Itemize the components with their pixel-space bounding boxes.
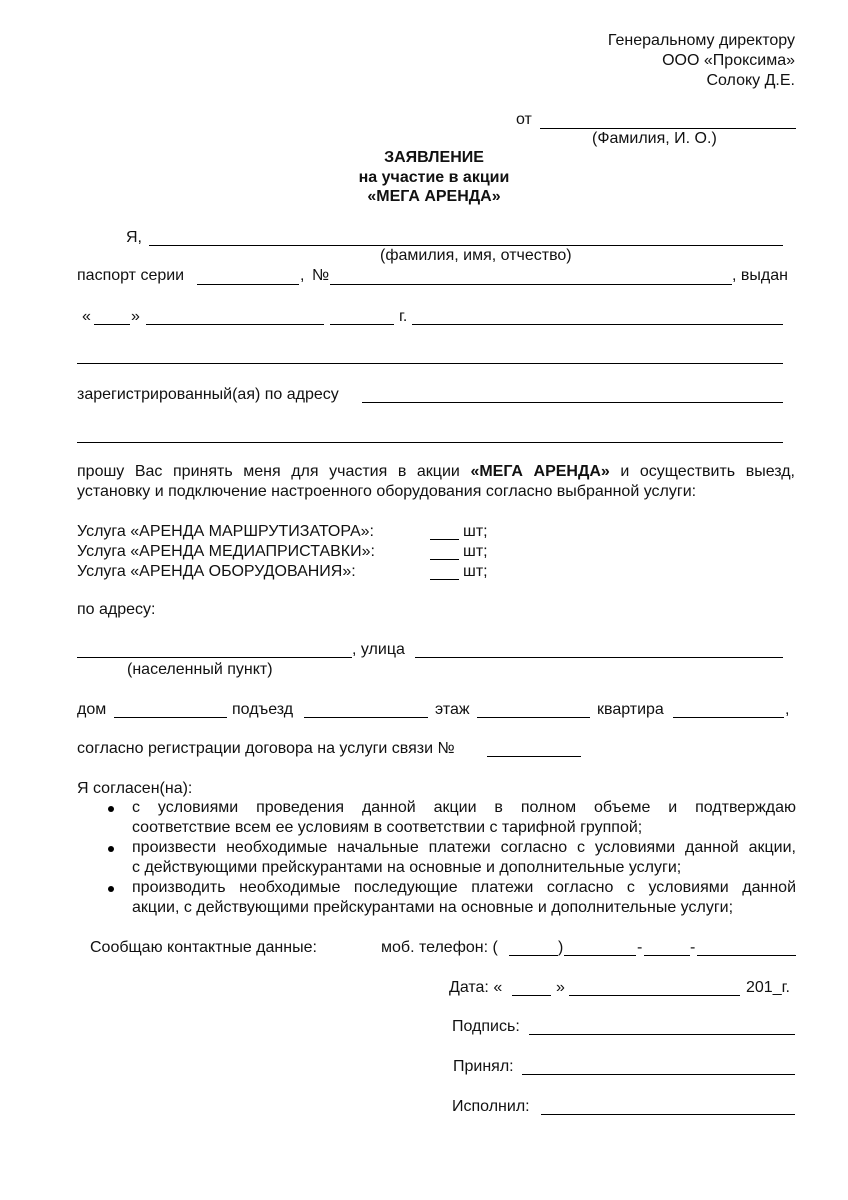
- bullet-2: [108, 846, 114, 852]
- request-line-2: установку и подключение настроенного оборудования согласно выбранной услуги:: [77, 483, 697, 500]
- phone-label: моб. телефон: (: [381, 939, 498, 956]
- date-close-quote-footer: »: [556, 979, 565, 996]
- phone-part-3-field[interactable]: [697, 955, 796, 956]
- executed-field[interactable]: [541, 1114, 795, 1115]
- i-label: Я,: [126, 229, 142, 246]
- issued-by-continuation-field[interactable]: [77, 363, 783, 364]
- apartment-label: квартира: [597, 701, 664, 718]
- service-equipment-label: Услуга «АРЕНДА ОБОРУДОВАНИЯ»:: [77, 563, 356, 580]
- phone-part-1-field[interactable]: [564, 955, 636, 956]
- date-close-quote: »: [131, 308, 140, 325]
- fio-hint: (фамилия, имя, отчество): [380, 247, 572, 264]
- phone-dash-2: -: [690, 939, 696, 956]
- bullet-3: [108, 886, 114, 892]
- floor-label: этаж: [435, 701, 470, 718]
- from-hint: (Фамилия, И. О.): [592, 130, 717, 147]
- promo-name: «МЕГА АРЕНДА»: [367, 188, 501, 205]
- locality-field[interactable]: [77, 657, 352, 658]
- document-title: ЗАЯВЛЕНИЕ: [384, 149, 484, 166]
- phone-dash-1: -: [637, 939, 643, 956]
- from-name-field[interactable]: [540, 128, 796, 129]
- service-equipment-qty-field[interactable]: [430, 579, 459, 580]
- from-label: от: [516, 111, 532, 128]
- date-label: Дата: «: [449, 979, 503, 996]
- phone-part-2-field[interactable]: [644, 955, 690, 956]
- issue-day-field[interactable]: [94, 324, 130, 325]
- service-router-qty-field[interactable]: [430, 539, 459, 540]
- accepted-field[interactable]: [522, 1074, 795, 1075]
- issued-label: , выдан: [732, 267, 788, 284]
- house-label: дом: [77, 701, 107, 718]
- accepted-label: Принял:: [453, 1058, 514, 1075]
- service-router-label: Услуга «АРЕНДА МАРШРУТИЗАТОРА»:: [77, 523, 374, 540]
- issue-year-field[interactable]: [330, 324, 394, 325]
- issued-by-field[interactable]: [412, 324, 783, 325]
- agreement-item-1-line-1: с условиями проведения данной акции в полном объеме и подтверждаю: [132, 799, 796, 816]
- issue-month-field[interactable]: [146, 324, 324, 325]
- phone-close-paren: ): [558, 939, 564, 956]
- apartment-comma: ,: [785, 701, 790, 718]
- addressee-line-3: Солоку Д.Е.: [706, 72, 795, 89]
- addressee-line-1: Генеральному директору: [607, 32, 795, 49]
- executed-label: Исполнил:: [452, 1098, 530, 1115]
- service-mediabox-qty-field[interactable]: [430, 559, 459, 560]
- bullet-1: [108, 806, 114, 812]
- passport-number-label: №: [312, 267, 330, 284]
- registered-address-field[interactable]: [362, 402, 783, 403]
- agreement-title: Я согласен(на):: [77, 780, 193, 797]
- passport-number-field[interactable]: [330, 284, 732, 285]
- date-month-field[interactable]: [569, 995, 740, 996]
- addressee-line-2: ООО «Проксима»: [662, 52, 795, 69]
- agreement-item-3-line-1: производить необходимые последующие платежи согласно с условиями данной: [132, 879, 796, 896]
- agreement-item-2-line-1: произвести необходимые начальные платежи согласно с условиями данной акции,: [132, 839, 796, 856]
- entrance-field[interactable]: [304, 717, 428, 718]
- contract-number-field[interactable]: [487, 756, 581, 757]
- date-open-quote: «: [82, 308, 91, 325]
- street-label: , улица: [352, 641, 405, 658]
- passport-series-label: паспорт серии: [77, 267, 185, 284]
- service-mediabox-label: Услуга «АРЕНДА МЕДИАПРИСТАВКИ»:: [77, 543, 375, 560]
- contract-label: согласно регистрации договора на услуги связи №: [77, 740, 455, 757]
- locality-hint: (населенный пункт): [127, 661, 273, 678]
- date-day-field[interactable]: [512, 995, 551, 996]
- contact-label: Сообщаю контактные данные:: [90, 939, 317, 956]
- registered-address-continuation-field[interactable]: [77, 442, 783, 443]
- floor-field[interactable]: [477, 717, 590, 718]
- registered-address-label: зарегистрированный(ая) по адресу: [77, 386, 339, 403]
- phone-code-field[interactable]: [509, 955, 558, 956]
- service-mediabox-unit: шт;: [463, 543, 488, 560]
- passport-series-field[interactable]: [197, 284, 299, 285]
- document-subtitle: на участие в акции: [358, 169, 510, 186]
- street-field[interactable]: [415, 657, 783, 658]
- date-year-label: 201_г.: [746, 979, 790, 996]
- request-line-1: прошу Вас принять меня для участия в акции «МЕГА АРЕНДА» и осуществить выезд,: [77, 463, 796, 480]
- year-label: г.: [399, 308, 408, 325]
- agreement-item-2-line-2: с действующими прейскурантами на основные и дополнительные услуги;: [132, 859, 682, 876]
- signature-field[interactable]: [529, 1034, 795, 1035]
- service-router-unit: шт;: [463, 523, 488, 540]
- by-address-label: по адресу:: [77, 601, 156, 618]
- signature-label: Подпись:: [452, 1018, 520, 1035]
- agreement-item-3-line-2: акции, с действующими прейскурантами на основные и дополнительные услуги;: [132, 899, 734, 916]
- passport-comma: ,: [300, 267, 305, 284]
- entrance-label: подъезд: [232, 701, 294, 718]
- fio-field[interactable]: [149, 245, 783, 246]
- house-field[interactable]: [114, 717, 227, 718]
- service-equipment-unit: шт;: [463, 563, 488, 580]
- agreement-item-1-line-2: соответствие всем ее условиям в соответствии с тарифной группой;: [132, 819, 643, 836]
- apartment-field[interactable]: [673, 717, 784, 718]
